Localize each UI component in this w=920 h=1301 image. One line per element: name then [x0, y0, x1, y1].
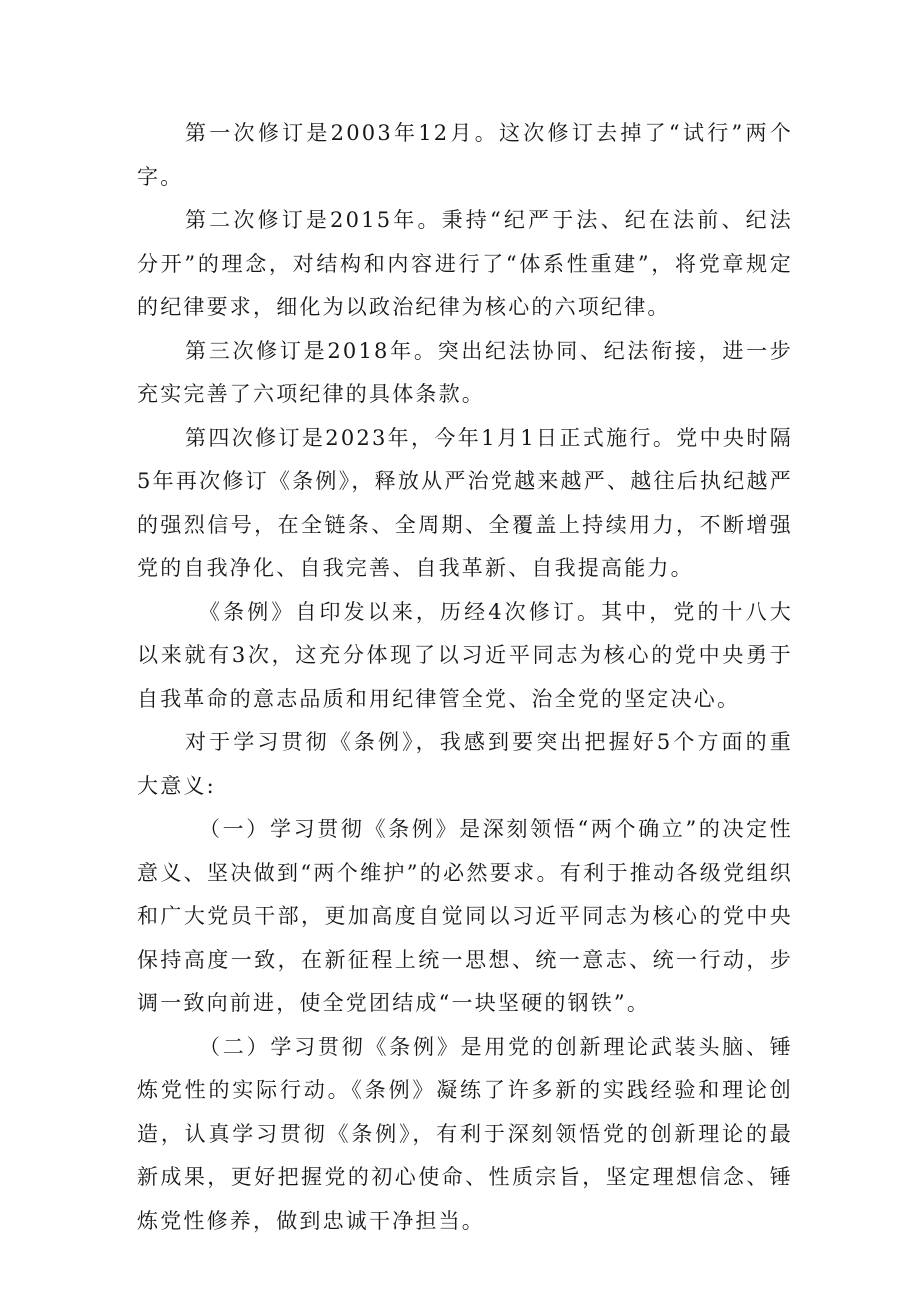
paragraph-third-revision: 第三次修订是2018年。突出纪法协同、纪法衔接，进一步充实完善了六项纪律的具体条款。 — [137, 338, 793, 406]
paragraph-first-revision: 第一次修订是2003年12月。这次修订去掉了“试行”两个字。 — [137, 121, 793, 189]
document-body — [137, 112, 793, 1243]
paragraph-fourth-revision: 第四次修订是2023年，今年1月1日正式施行。党中央时隔5年再次修订《条例》，释放从严治党越来越严、越往后执纪越严的强烈信号，在全链条、全周期、全覆盖上持续用力，不断增强党的自我净化、自我完善、自我革新、自我提高能力。 — [137, 425, 793, 580]
paragraph-significance-one: （一）学习贯彻《条例》是深刻领悟“两个确立”的决定性意义、坚决做到“两个维护”的必然要求。有利于推动各级党组织和广大党员干部，更加高度自觉同以习近平同志为核心的党中央保持高度一致，在新征程上统一思想、统一意志、统一行动，步调一致向前进，使全党团结成“一块坚硬的钢铁”。 — [137, 817, 793, 1015]
paragraph-significance-two: （二）学习贯彻《条例》是用党的创新理论武装头脑、锤炼党性的实际行动。《条例》凝练了许多新的实践经验和理论创造，认真学习贯彻《条例》，有利于深刻领悟党的创新理论的最新成果，更好把握党的初心使命、性质宗旨，坚定理想信念、锤炼党性修养，做到忠诚干净担当。 — [137, 1034, 793, 1233]
paragraph-revision-summary: 《条例》自印发以来，历经4次修订。其中，党的十八大以来就有3次，这充分体现了以习近平同志为核心的党中央勇于自我革命的意志品质和用纪律管全党、治全党的坚定决心。 — [137, 599, 793, 711]
paragraph-significance-intro: 对于学习贯彻《条例》，我感到要突出把握好5个方面的重大意义: — [137, 730, 793, 798]
paragraph-second-revision: 第二次修订是2015年。秉持“纪严于法、纪在法前、纪法分开”的理念，对结构和内容进行了“体系性重建”，将党章规定的纪律要求，细化为以政治纪律为核心的六项纪律。 — [137, 208, 793, 319]
